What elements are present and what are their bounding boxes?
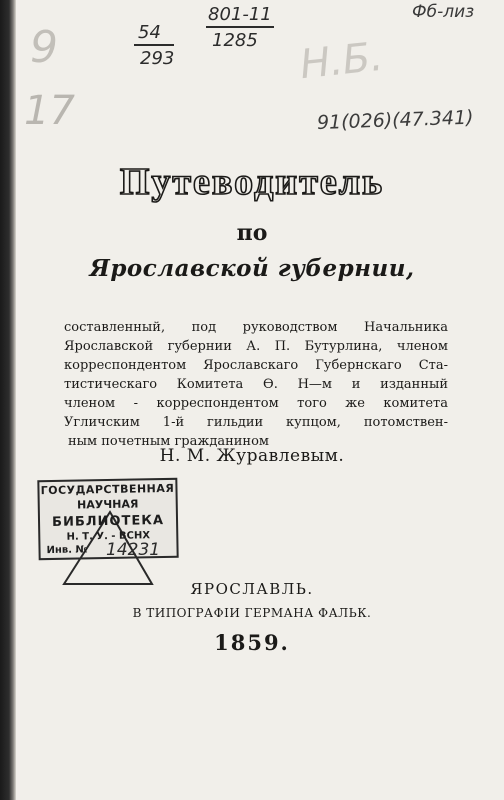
faint-pencil-mark-top: 9	[30, 22, 58, 73]
imprint-city: ЯРОСЛАВЛЬ.	[190, 580, 314, 598]
subtitle-paragraph	[64, 318, 448, 451]
acquisition-number-top: 54	[134, 24, 174, 46]
book-spine-shadow	[0, 0, 16, 800]
subtitle-line: ным почетным гражданином	[68, 434, 270, 449]
acquisition-number-bottom: 293	[140, 48, 175, 69]
acquisition-number	[134, 24, 174, 68]
faint-bleed-through-signature: Н.Б.	[297, 33, 386, 89]
subtitle-line: тистическаго Комитета Ѳ. Н—м и изданный	[64, 377, 448, 392]
shelf-mark-top: 801-11	[206, 6, 274, 28]
imprint-year: 1859.	[214, 630, 290, 655]
subtitle-line: членом - корреспондентом того же комитета	[64, 396, 448, 411]
classification-code: 91(026)(47.341)	[316, 106, 474, 134]
subtitle-line: корреспондентом Ярославскаго Губернскаго Ста-	[64, 358, 448, 373]
subtitle-line: составленный, под руководством Начальника	[64, 320, 448, 335]
shelf-mark-bottom: 1285	[212, 30, 258, 51]
title-region: Ярославской губернии,	[89, 255, 415, 282]
title-preposition: по	[236, 220, 268, 246]
stamp-inventory-number: 14231	[106, 540, 161, 560]
stamp-line: ГОСУДАРСТВЕННАЯ	[40, 481, 175, 498]
subtitle-line: Ярославской губернии А. П. Бутурлина, членом	[64, 339, 448, 354]
imprint-press: В ТИПОГРАФІИ ГЕРМАНА ФАЛЬК.	[132, 606, 372, 620]
stamp-line: БИБЛИОТЕКА	[51, 513, 165, 530]
stamp-line: Н. Т. У. - ВСНХ	[66, 530, 151, 543]
subtitle-line: Угличским 1-й гильдии купцом, потомствен-	[64, 415, 448, 430]
book-title: Путеводитель	[119, 161, 385, 203]
author-name: Н. М. Журавлевым.	[159, 446, 345, 466]
shelf-mark	[206, 6, 274, 50]
faint-pencil-mark-bottom: 17	[24, 88, 75, 134]
stamp-number-label: Инв. №	[46, 544, 88, 557]
stamp-line: НАУЧНАЯ	[76, 497, 139, 512]
fund-mark: Фб-лиз	[412, 2, 475, 22]
